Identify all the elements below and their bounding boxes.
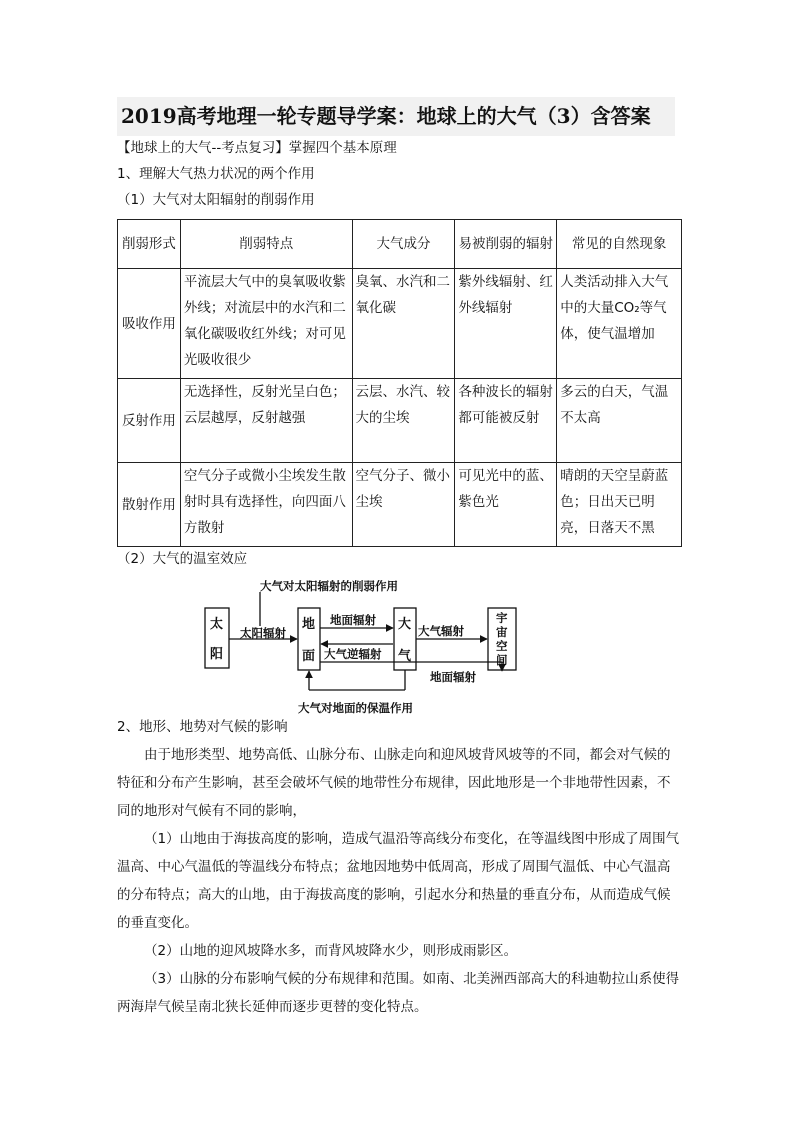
table-cell-feature: 空气分子或微小尘埃发生散射时具有选择性，向四面八方散射: [180, 463, 352, 547]
subsection-2-heading: （2）大气的温室效应: [117, 551, 248, 567]
page-title: 2019高考地理一轮专题导学案：地球上的大气（3）含答案: [117, 97, 675, 136]
greenhouse-diagram: [200, 578, 530, 718]
table-row: [118, 463, 682, 547]
atmosphere-char: 大: [398, 617, 412, 632]
table-header: 易被削弱的辐射: [455, 220, 557, 269]
ground-char: 地: [302, 617, 316, 632]
paragraph-range: （3）山脉的分布影响气候的分布规律和范围。如南、北美洲西部高大的科迪勒拉山系使得两海岸气候呈南北狭长延伸而逐步更替的变化特点。: [117, 971, 680, 1015]
paragraph-mountain: （1）山地由于海拔高度的影响，造成气温沿等高线分布变化，在等温线图中形成了周围气温高、中心气温低的等温线分布特点；盆地因地势中低周高，形成了周围气温低、中心气温高的分布特点；高大的山地，由于海拔高度的影响，引起水分和热量的垂直分布，从而造成气候的垂直变化。: [117, 831, 680, 931]
table-header: 削弱形式: [118, 220, 181, 269]
section-1-heading: 1、理解大气热力状况的两个作用: [117, 166, 315, 182]
paragraph-windward: （2）山地的迎风坡降水多，而背风坡降水少，则形成雨影区。: [144, 943, 518, 959]
weakening-table: [117, 219, 682, 547]
table-cell-mode: 散射作用: [118, 463, 181, 547]
top-label: 大气对太阳辐射的削弱作用: [260, 579, 398, 593]
bottom-label: 大气对地面的保温作用: [298, 701, 413, 715]
table-cell-feature: 平流层大气中的臭氧吸收紫外线；对流层中的水汽和二氧化碳吸收红外线；对可见光吸收很少: [180, 269, 352, 379]
paragraph-terrain: 由于地形类型、地势高低、山脉分布、山脉走向和迎风坡背风坡等的不同，都会对气候的特征和分布产生影响，甚至会破坏气候的地带性分布规律，因此地形是一个非地带性因素，不同的地形对气候有不同的影响，: [117, 747, 671, 819]
table-cell-mode: 反射作用: [118, 379, 181, 463]
table-row: [118, 269, 682, 379]
space-char: 宇: [496, 611, 508, 625]
table-row: [118, 379, 682, 463]
counter-radiation-label: 大气逆辐射: [324, 647, 382, 661]
subsection-1-heading: （1）大气对太阳辐射的削弱作用: [117, 192, 315, 208]
table-cell-component: 云层、水汽、较大的尘埃: [352, 379, 455, 463]
space-char: 宙: [496, 625, 508, 639]
atmos-radiation-label: 大气辐射: [418, 624, 464, 638]
table-header: 常见的自然现象: [557, 220, 682, 269]
space-char: 间: [496, 653, 508, 667]
table-cell-phenomenon: 多云的白天，气温不太高: [557, 379, 682, 463]
sun-char: 阳: [210, 647, 224, 662]
solar-radiation-label: 太阳辐射: [240, 626, 286, 640]
section-2-heading: 2、地形、地势对气候的影响: [117, 719, 288, 735]
table-header-row: [118, 220, 682, 269]
table-cell-radiation: 各种波长的辐射都可能被反射: [455, 379, 557, 463]
table-header: 削弱特点: [180, 220, 352, 269]
table-cell-component: 空气分子、微小尘埃: [352, 463, 455, 547]
table-cell-radiation: 可见光中的蓝、紫色光: [455, 463, 557, 547]
table-cell-radiation: 紫外线辐射、红外线辐射: [455, 269, 557, 379]
table-cell-component: 臭氧、水汽和二氧化碳: [352, 269, 455, 379]
table-cell-phenomenon: 人类活动排入大气中的大量CO₂等气体，使气温增加: [557, 269, 682, 379]
intro-line: 【地球上的大气--考点复习】掌握四个基本原理: [117, 140, 397, 156]
sun-char: 太: [210, 617, 224, 632]
table-cell-phenomenon: 晴朗的天空呈蔚蓝色；日出天已明亮，日落天不黑: [557, 463, 682, 547]
space-char: 空: [496, 639, 508, 653]
table-header: 大气成分: [352, 220, 455, 269]
ground-char: 面: [302, 649, 316, 664]
table-cell-feature: 无选择性，反射光呈白色；云层越厚，反射越强: [180, 379, 352, 463]
ground-radiation-label: 地面辐射: [330, 613, 376, 627]
atmosphere-char: 气: [398, 649, 412, 664]
table-cell-mode: 吸收作用: [118, 269, 181, 379]
ground-radiation-out-label: 地面辐射: [430, 670, 476, 684]
